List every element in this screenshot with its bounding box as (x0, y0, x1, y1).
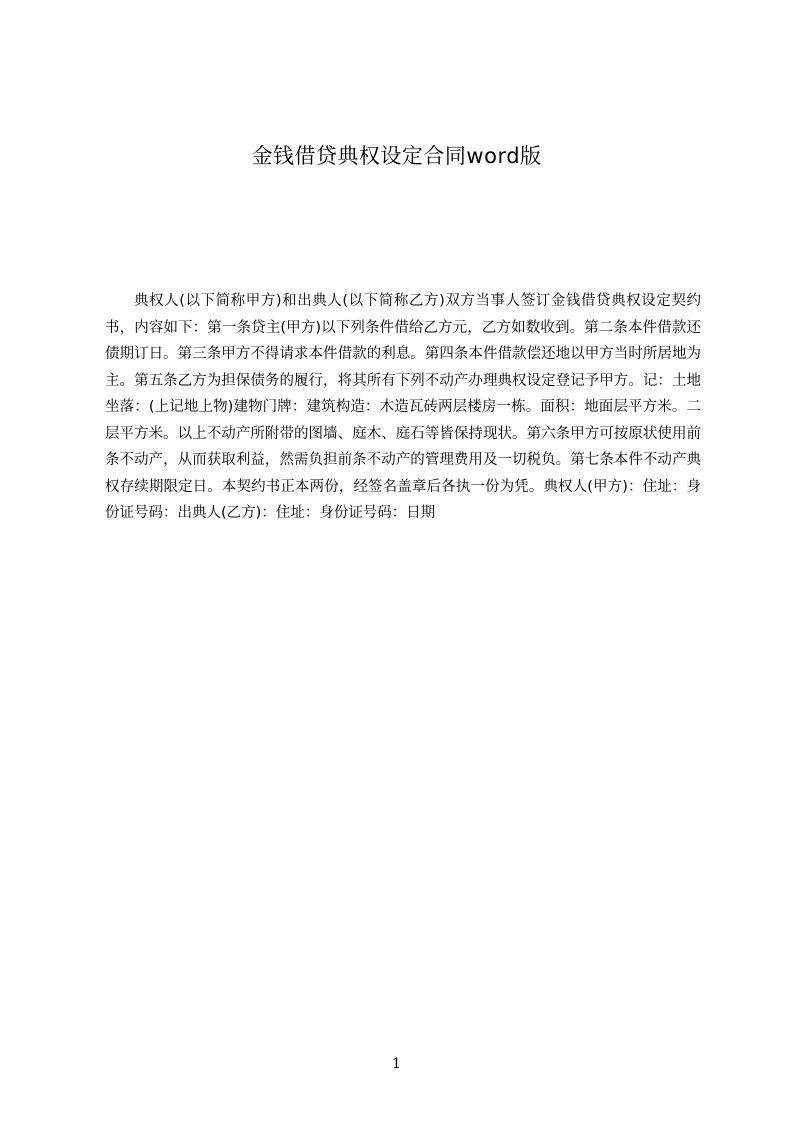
contract-body-paragraph: 典权人(以下简称甲方)和出典人(以下简称乙方)双方当事人签订金钱借贷典权设定契约书，内容如下：第一条贷主(甲方)以下列条件借给乙方元，乙方如数收到。第二条本件借款还债期订日。第三条甲方不得请求本件借款的利息。第四条本件借款偿还地以甲方当时所居地为主。第五条乙方为担保债务的履行，将其所有下列不动产办理典权设定登记予甲方。记：土地坐落：(上记地上物)建物门牌：建筑构造：木造瓦砖两层楼房一栋。面积：地面层平方米。二层平方米。以上不动产所附带的图墙、庭木、庭石等皆保持现状。第六条甲方可按原状使用前条不动产，从而获取利益，然需负担前条不动产的管理费用及一切税负。第七条本件不动产典权存续期限定日。本契约书正本两份，经签名盖章后各执一份为凭。典权人(甲方)：住址：身份证号码：出典人(乙方)：住址：身份证号码：日期 (105, 293, 701, 521)
page-number: 1 (392, 1056, 401, 1072)
document-title: 金钱借贷典权设定合同word版 (251, 144, 542, 168)
